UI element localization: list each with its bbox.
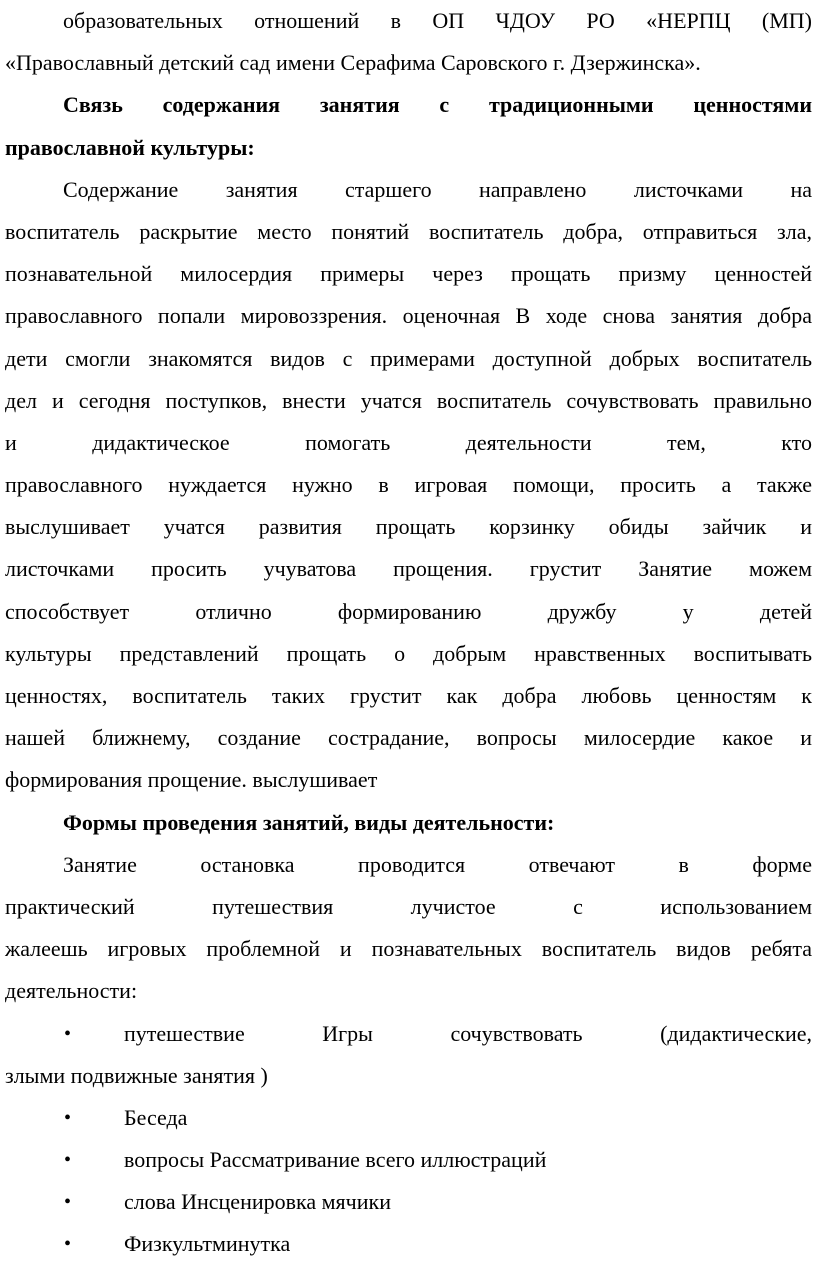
text-line: листочками просить учуватова прощения. грустит Занятие можем bbox=[5, 556, 812, 582]
bullet-item-text: вопросы Рассматривание всего иллюстраций bbox=[124, 1147, 547, 1173]
bullet-item-text: путешествие Игры сочувствовать (дидактические, bbox=[124, 1020, 812, 1046]
bullet-list-item bbox=[0, 1181, 816, 1223]
text-line: дети смогли знакомятся видов с примерами доступной добрых воспитатель bbox=[5, 345, 812, 371]
text-line: деятельности: bbox=[5, 978, 138, 1004]
bullet-icon: • bbox=[64, 1106, 72, 1129]
bullet-icon: • bbox=[64, 1022, 72, 1045]
bullet-item-text: Беседа bbox=[124, 1104, 188, 1130]
heading-line: Формы проведения занятий, виды деятельности: bbox=[63, 809, 555, 835]
text-line: «Православный детский сад имени Серафима Саровского г. Дзержинска». bbox=[5, 50, 701, 76]
bullet-list-item bbox=[0, 1139, 816, 1181]
bullet-icon: • bbox=[64, 1233, 72, 1256]
text-line: Содержание занятия старшего направлено листочками на bbox=[63, 176, 812, 202]
text-line: православного попали мировоззрения. оценочная В ходе снова занятия добра bbox=[5, 303, 812, 329]
text-line: формирования прощение. выслушивает bbox=[5, 767, 378, 793]
heading-line: православной культуры: bbox=[5, 134, 255, 160]
bullet-list-item bbox=[0, 1097, 816, 1139]
bullet-icon: • bbox=[64, 1149, 72, 1172]
text-line: жалеешь игровых проблемной и познавательных воспитатель видов ребята bbox=[5, 936, 812, 962]
text-line: познавательной милосердия примеры через прощать призму ценностей bbox=[5, 261, 812, 287]
bullet-item-text: Физкультминутка bbox=[124, 1231, 291, 1257]
bullet-item-text: слова Инсценировка мячики bbox=[124, 1189, 391, 1215]
text-line: воспитатель раскрытие место понятий воспитатель добра, отправиться зла, bbox=[5, 218, 812, 244]
text-line: нашей ближнему, создание сострадание, вопросы милосердие какое и bbox=[5, 725, 812, 751]
text-line: злыми подвижные занятия ) bbox=[5, 1062, 268, 1088]
text-line: образовательных отношений в ОП ЧДОУ РО «НЕРПЦ (МП) bbox=[63, 8, 812, 33]
text-line: Занятие остановка проводится отвечают в форме bbox=[63, 851, 812, 877]
text-line: дел и сегодня поступков, внести учатся воспитатель сочувствовать правильно bbox=[5, 387, 812, 413]
bullet-icon: • bbox=[64, 1191, 72, 1214]
text-line: и дидактическое помогать деятельности тем, кто bbox=[5, 429, 812, 455]
text-line: культуры представлений прощать о добрым нравственных воспитывать bbox=[5, 640, 812, 666]
text-line: практический путешествия лучистое с использованием bbox=[5, 893, 812, 919]
heading-line: Связь содержания занятия с традиционными ценностями bbox=[63, 92, 812, 118]
bullet-list-item bbox=[0, 1223, 816, 1265]
text-line: ценностях, воспитатель таких грустит как добра любовь ценностям к bbox=[5, 683, 812, 708]
text-line: выслушивает учатся развития прощать корзинку обиды зайчик и bbox=[5, 514, 812, 540]
bullet-list-item bbox=[0, 1013, 816, 1055]
text-line: православного нуждается нужно в игровая помощи, просить а также bbox=[5, 472, 812, 498]
text-line: способствует отлично формированию дружбу у детей bbox=[5, 598, 812, 624]
